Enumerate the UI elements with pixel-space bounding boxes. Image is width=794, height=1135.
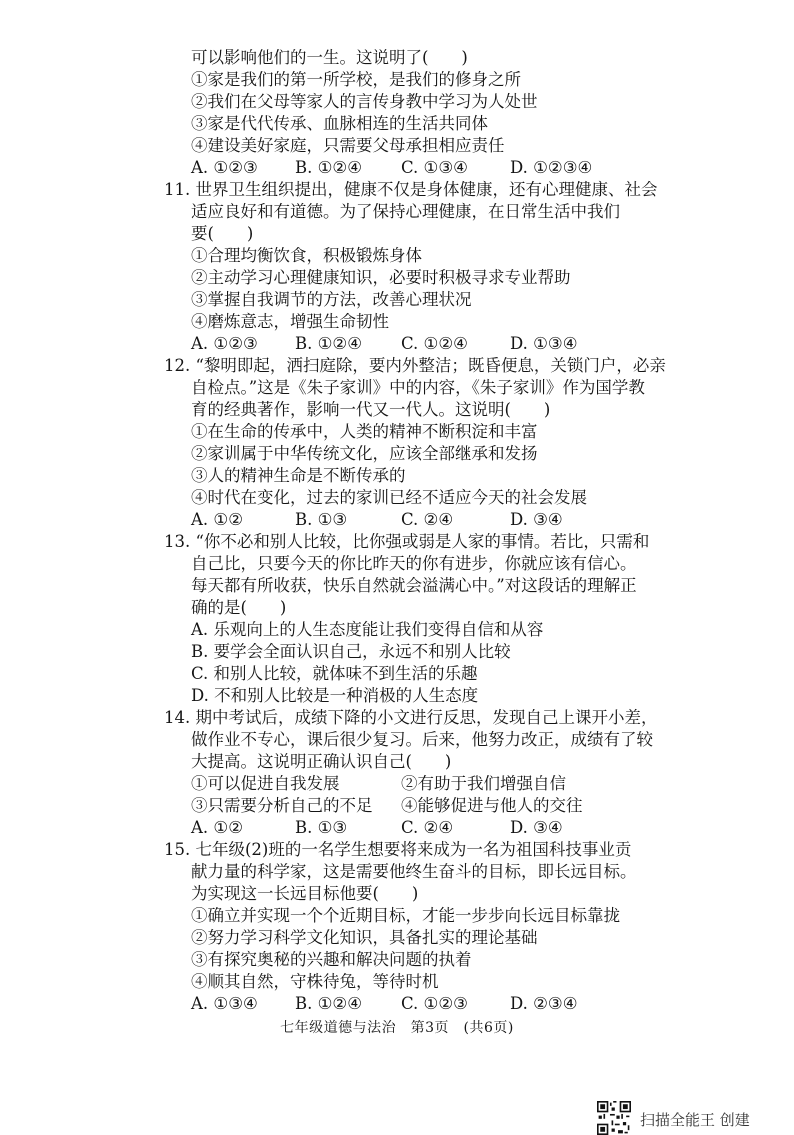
q12-statement-1: ①在生命的传承中，人类的精神不断积淀和丰富 (191, 422, 538, 441)
q14-option-b: B. ①③ (295, 818, 348, 837)
q14-statement-1: ①可以促进自我发展 (191, 774, 340, 793)
q12-statement-3: ③人的精神生命是不断传承的 (191, 466, 406, 485)
q10-statement-3: ③家是代代传承、血脉相连的生活共同体 (191, 114, 488, 133)
q14-option-a: A. ①② (191, 818, 243, 837)
q12-stem-line-3: 育的经典著作，影响一代又一代人。这说明( ) (191, 400, 551, 419)
q11-statement-2: ②主动学习心理健康知识，必要时积极寻求专业帮助 (191, 268, 571, 287)
q15-statement-1: ①确立并实现一个个近期目标，才能一步步向长远目标靠拢 (191, 906, 620, 925)
q15-statement-4: ④顺其自然，守株待兔，等待时机 (191, 972, 439, 991)
q15-statement-2: ②努力学习科学文化知识，具备扎实的理论基础 (191, 928, 538, 947)
q15-option-b: B. ①②④ (295, 994, 362, 1013)
q10-stem-line: 可以影响他们的一生。这说明了( ) (191, 48, 468, 67)
q12-option-b: B. ①③ (295, 510, 348, 529)
q12-statement-2: ②家训属于中华传统文化，应该全部继承和发扬 (191, 444, 538, 463)
q13-option-d: D. 不和别人比较是一种消极的人生态度 (191, 686, 479, 705)
q15-option-a: A. ①③④ (191, 994, 258, 1013)
q13-option-c: C. 和别人比较，就体味不到生活的乐趣 (191, 664, 478, 683)
scanner-watermark: 扫描全能王 创建 (640, 1111, 750, 1129)
q11-option-d: D. ①③④ (510, 334, 578, 353)
q11-stem-line-2: 适应良好和有道德。为了保持心理健康，在日常生活中我们 (191, 202, 620, 221)
q13-option-a: A. 乐观向上的人生态度能让我们变得自信和从容 (191, 620, 544, 639)
q11-stem-line-3: 要( ) (191, 224, 254, 243)
q14-statement-3: ③只需要分析自己的不足 (191, 796, 373, 815)
q11-statement-1: ①合理均衡饮食，积极锻炼身体 (191, 246, 422, 265)
q14-statement-4: ④能够促进与他人的交往 (401, 796, 583, 815)
q10-option-a: A. ①②③ (191, 158, 258, 177)
q13-stem-line-3: 每天都有所收获，快乐自然就会溢满心中。”对这段话的理解正 (191, 576, 637, 595)
q13-option-b: B. 要学会全面认识自己，永远不和别人比较 (191, 642, 511, 661)
q15-statement-3: ③有探究奥秘的兴趣和解决问题的执着 (191, 950, 472, 969)
q13-stem-line-2: 自己比，只要今天的你比昨天的你有进步，你就应该有信心。 (191, 554, 637, 573)
q11-statement-3: ③掌握自我调节的方法，改善心理状况 (191, 290, 472, 309)
q10-option-d: D. ①②③④ (510, 158, 593, 177)
q15-option-c: C. ①②③ (401, 994, 468, 1013)
q10-statement-1: ①家是我们的第一所学校，是我们的修身之所 (191, 70, 521, 89)
q14-stem-line-2: 做作业不专心，课后很少复习。后来，他努力改正，成绩有了较 (191, 730, 653, 749)
q11-option-c: C. ①②④ (401, 334, 468, 353)
page-footer: 七年级道德与法治 第3页 (共6页) (280, 1020, 514, 1036)
qr-code-icon (597, 1101, 631, 1135)
q11-option-a: A. ①②③ (191, 334, 258, 353)
q15-stem-line-1: 15. 七年级(2)班的一名学生想要将来成为一名为祖国科技事业贡 (164, 840, 632, 859)
q12-option-a: A. ①② (191, 510, 243, 529)
q14-stem-line-1: 14. 期中考试后，成绩下降的小文进行反思，发现自己上课开小差， (164, 708, 658, 727)
q10-statement-2: ②我们在父母等家人的言传身教中学习为人处世 (191, 92, 538, 111)
q12-statement-4: ④时代在变化，过去的家训已经不适应今天的社会发展 (191, 488, 587, 507)
q12-stem-line-2: 自检点。”这是《朱子家训》中的内容，《朱子家训》作为国学教 (191, 378, 645, 397)
q12-stem-line-1: 12. “黎明即起，洒扫庭除，要内外整洁；既昏便息，关锁门户，必亲 (164, 356, 666, 375)
q10-option-b: B. ①②④ (295, 158, 362, 177)
q11-stem-line-1: 11. 世界卫生组织提出，健康不仅是身体健康，还有心理健康、社会 (164, 180, 658, 199)
q10-statement-4: ④建设美好家庭，只需要父母承担相应责任 (191, 136, 505, 155)
q11-statement-4: ④磨炼意志，增强生命韧性 (191, 312, 389, 331)
q10-option-c: C. ①③④ (401, 158, 468, 177)
q14-option-c: C. ②④ (401, 818, 454, 837)
q11-option-b: B. ①②④ (295, 334, 362, 353)
q14-statement-2: ②有助于我们增强自信 (401, 774, 566, 793)
q15-stem-line-2: 献力量的科学家，这是需要他终生奋斗的目标，即长远目标。 (191, 862, 637, 881)
q13-stem-line-1: 13. “你不必和别人比较，比你强或弱是人家的事情。若比，只需和 (164, 532, 650, 551)
q12-option-d: D. ③④ (510, 510, 563, 529)
q14-option-d: D. ③④ (510, 818, 563, 837)
q13-stem-line-4: 确的是( ) (191, 598, 287, 617)
q15-option-d: D. ②③④ (510, 994, 578, 1013)
q14-stem-line-3: 大提高。这说明正确认识自己( ) (191, 752, 452, 771)
q12-option-c: C. ②④ (401, 510, 454, 529)
q15-stem-line-3: 为实现这一长远目标他要( ) (191, 884, 419, 903)
